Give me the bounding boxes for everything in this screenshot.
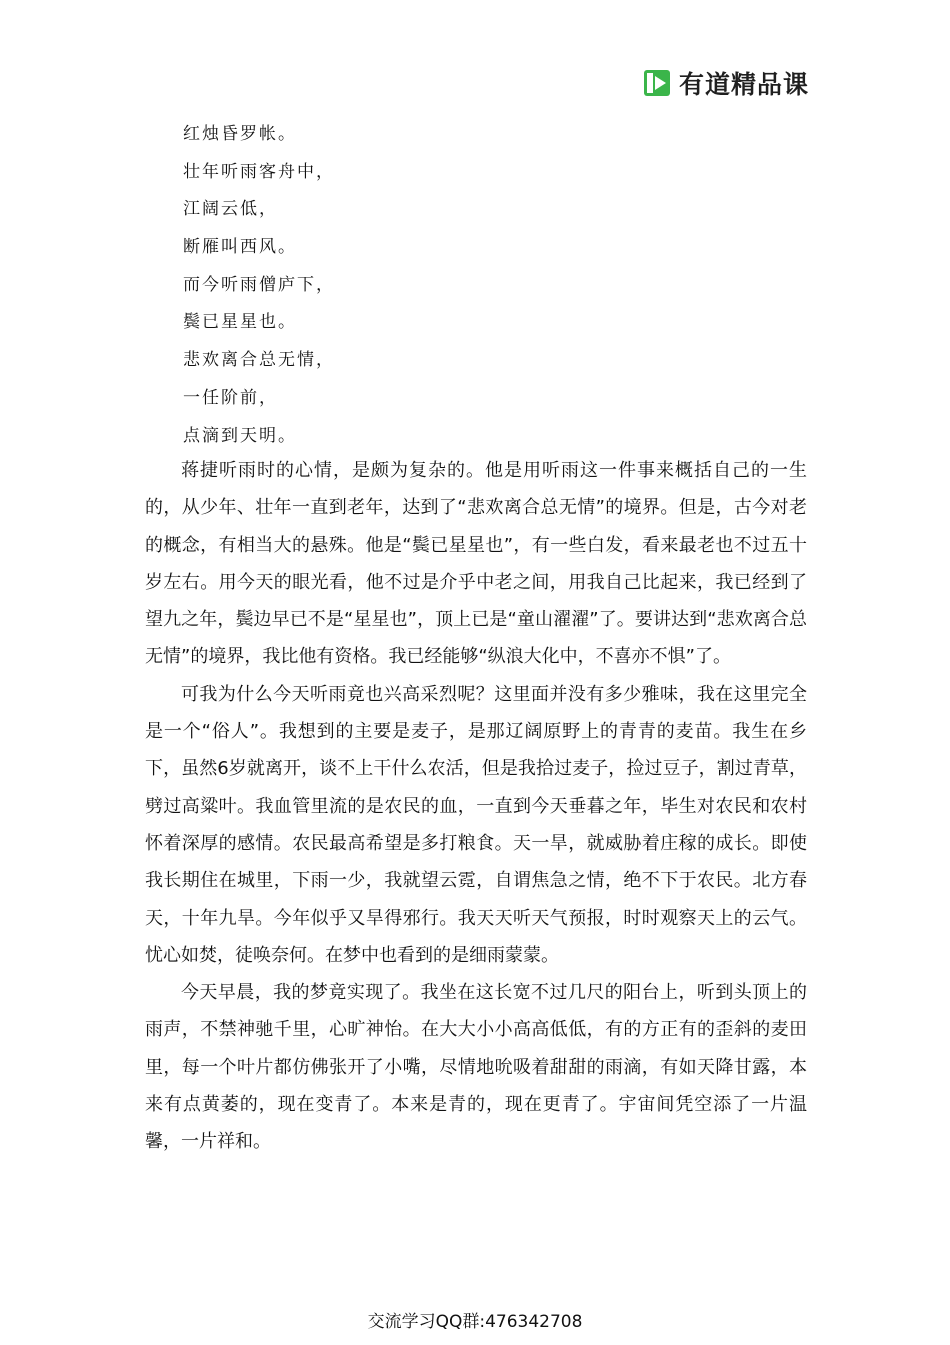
poem-line: 红烛昏罗帐。 — [183, 124, 297, 144]
paragraph: 可我为什么今天听雨竟也兴高采烈呢？这里面并没有多少雅味，我在这里完全是一个“俗人”。我想到的主要是麦子，是那辽阔原野上的青青的麦苗。我生在乡下，虽然6岁就离开，谈不上干什么农活，但是我拾过麦子，捡过豆子，割过青草，劈过高粱叶。我血管里流的是农民的血，一直到今天垂暮之年，毕生对农民和农村怀着深厚的感情。农民最高希望是多打粮食。天一旱，就威胁着庄稼的成长。即使我长期住在城里，下雨一少，我就望云霓，自谓焦急之情，绝不下于农民。北方春天，十年九旱。今年似乎又旱得邪行。我天天听天气预报，时时观察天上的云气。忧心如焚，徒唤奈何。在梦中也看到的是细雨蒙蒙。 — [145, 683, 807, 966]
essay-body — [145, 452, 807, 1161]
poem-line: 江阔云低， — [183, 199, 278, 220]
poem-line: 断雁叫西风。 — [183, 237, 297, 258]
paragraph: 蒋捷听雨时的心情，是颇为复杂的。他是用听雨这一件事来概括自己的一生的，从少年、壮年一直到老年，达到了“悲欢离合总无情”的境界。但是，古今对老的概念，有相当大的悬殊。他是“鬓已星星也”，有一些白发，看来最老也不过五十岁左右。用今天的眼光看，他不过是介乎中老之间，用我自己比起来，我已经到了望九之年，鬓边早已不是“星星也”，顶上已是“童山濯濯”了。要讲达到“悲欢离合总无情”的境界，我比他有资格。我已经能够“纵浪大化中，不喜亦不惧”了。 — [145, 460, 807, 668]
poem-line: 而今听雨僧庐下， — [183, 274, 335, 295]
brand-name: 有道精品课 — [679, 70, 810, 99]
brand-logo — [643, 66, 809, 100]
poem-line: 悲欢离合总无情， — [183, 350, 335, 371]
poem-line: 鬓已星星也。 — [183, 312, 297, 333]
play-icon — [643, 69, 671, 97]
poem-line: 壮年听雨客舟中， — [183, 161, 335, 182]
poem-line: 一任阶前， — [183, 387, 278, 408]
poem-line: 点滴到天明。 — [183, 425, 297, 446]
paragraph: 今天早晨，我的梦竟实现了。我坐在这长宽不过几尺的阳台上，听到头顶上的雨声，不禁神驰千里，心旷神怡。在大大小小高高低低，有的方正有的歪斜的麦田里，每一个叶片都仿佛张开了小嘴，尽情地吮吸着甜甜的雨滴，有如天降甘露，本来有点黄萎的，现在变青了。本来是青的，现在更青了。宇宙间凭空添了一片温馨，一片祥和。 — [145, 982, 807, 1153]
page-footer: 交流学习QQ群:476342708 — [367, 1312, 583, 1332]
poem-block — [183, 116, 335, 455]
